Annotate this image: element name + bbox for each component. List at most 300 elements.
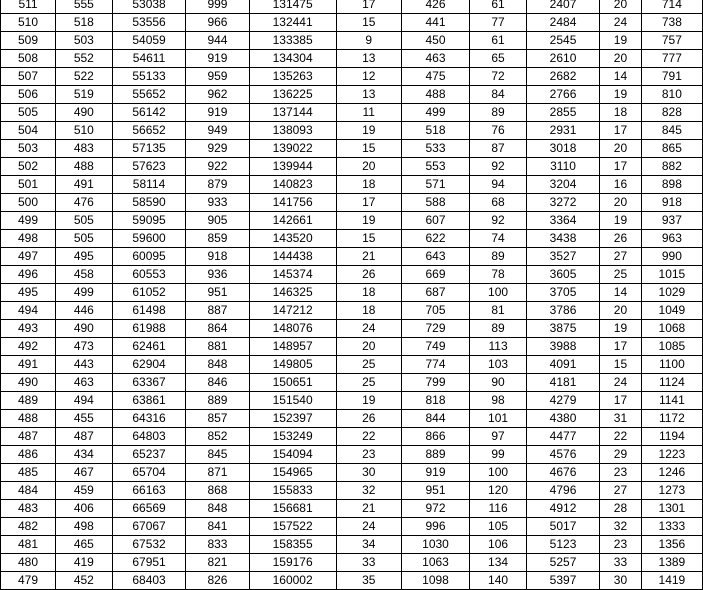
table-cell: 35 [336,572,401,590]
table-cell: 553 [401,158,469,176]
table-cell: 1015 [641,266,702,284]
table-cell: 15 [336,14,401,32]
table-cell: 144438 [249,248,336,266]
table-cell: 495 [1,284,56,302]
table-cell: 821 [186,554,249,572]
table-cell: 488 [1,410,56,428]
table-cell: 150651 [249,374,336,392]
table-cell: 61 [470,0,527,14]
table-cell: 922 [186,158,249,176]
table-cell: 149805 [249,356,336,374]
table-cell: 15 [336,140,401,158]
table-cell: 452 [56,572,113,590]
table-cell: 669 [401,266,469,284]
table-cell: 951 [401,482,469,500]
table-cell: 58590 [112,194,186,212]
table-cell: 1419 [641,572,702,590]
table-cell: 810 [641,86,702,104]
table-cell: 101 [470,410,527,428]
table-cell: 881 [186,338,249,356]
table-cell: 143520 [249,230,336,248]
table-row [1,266,703,284]
table-row [1,0,703,14]
table-cell: 929 [186,140,249,158]
table-row [1,410,703,428]
table-cell: 1223 [641,446,702,464]
table-cell: 55133 [112,68,186,86]
table-cell: 465 [56,536,113,554]
table-cell: 131475 [249,0,336,14]
table-cell: 113 [470,338,527,356]
table-cell: 136225 [249,86,336,104]
table-cell: 848 [186,356,249,374]
table-cell: 92 [470,158,527,176]
table-cell: 81 [470,302,527,320]
table-cell: 463 [56,374,113,392]
table-cell: 479 [1,572,56,590]
table-cell: 62904 [112,356,186,374]
table-cell: 25 [336,356,401,374]
table-cell: 22 [336,428,401,446]
table-row [1,104,703,122]
table-row [1,68,703,86]
table-cell: 159176 [249,554,336,572]
table-cell: 20 [600,302,642,320]
table-cell: 848 [186,500,249,518]
table-cell: 864 [186,320,249,338]
table-cell: 933 [186,194,249,212]
table-cell: 738 [641,14,702,32]
table-cell: 505 [1,104,56,122]
table-cell: 845 [641,122,702,140]
table-cell: 160002 [249,572,336,590]
table-cell: 19 [600,86,642,104]
table-cell: 441 [401,14,469,32]
table-cell: 23 [336,446,401,464]
table-cell: 20 [600,194,642,212]
table-cell: 791 [641,68,702,86]
table-cell: 61052 [112,284,186,302]
table-cell: 25 [336,374,401,392]
table-cell: 155833 [249,482,336,500]
table-cell: 2766 [526,86,599,104]
table-cell: 19 [600,32,642,50]
table-cell: 18 [336,302,401,320]
table-cell: 59600 [112,230,186,248]
table-row [1,392,703,410]
table-cell: 799 [401,374,469,392]
table-cell: 483 [56,140,113,158]
table-cell: 2484 [526,14,599,32]
table-cell: 844 [401,410,469,428]
table-cell: 426 [401,0,469,14]
table-cell: 455 [56,410,113,428]
table-cell: 54611 [112,50,186,68]
table-cell: 14 [600,284,642,302]
table-cell: 3438 [526,230,599,248]
table-cell: 145374 [249,266,336,284]
table-cell: 67532 [112,536,186,554]
table-cell: 3018 [526,140,599,158]
table-cell: 1246 [641,464,702,482]
table-row [1,446,703,464]
table-cell: 64803 [112,428,186,446]
table-cell: 17 [336,0,401,14]
table-cell: 905 [186,212,249,230]
table-cell: 76 [470,122,527,140]
table-cell: 473 [56,338,113,356]
table-cell: 1194 [641,428,702,446]
table-cell: 508 [1,50,56,68]
table-cell: 67951 [112,554,186,572]
table-row [1,176,703,194]
table-cell: 17 [600,122,642,140]
table-cell: 533 [401,140,469,158]
table-cell: 889 [401,446,469,464]
table-row [1,158,703,176]
table-cell: 23 [600,464,642,482]
table-cell: 26 [600,230,642,248]
table-cell: 9 [336,32,401,50]
table-row [1,122,703,140]
table-cell: 1068 [641,320,702,338]
table-cell: 139022 [249,140,336,158]
table-row [1,50,703,68]
table-cell: 841 [186,518,249,536]
table-cell: 134 [470,554,527,572]
table-cell: 11 [336,104,401,122]
table-cell: 105 [470,518,527,536]
table-cell: 480 [1,554,56,572]
table-cell: 24 [336,320,401,338]
table-cell: 90 [470,374,527,392]
table-cell: 19 [600,320,642,338]
table-cell: 868 [186,482,249,500]
table-cell: 138093 [249,122,336,140]
table-cell: 68403 [112,572,186,590]
table-cell: 496 [1,266,56,284]
table-cell: 32 [336,482,401,500]
table-cell: 61988 [112,320,186,338]
table-cell: 966 [186,14,249,32]
table-cell: 705 [401,302,469,320]
table-cell: 777 [641,50,702,68]
table-cell: 23 [600,536,642,554]
table-cell: 154965 [249,464,336,482]
table-cell: 3364 [526,212,599,230]
table-cell: 21 [336,500,401,518]
table-cell: 504 [1,122,56,140]
table-cell: 1356 [641,536,702,554]
table-cell: 116 [470,500,527,518]
table-cell: 505 [56,212,113,230]
table-cell: 53556 [112,14,186,32]
table-cell: 34 [336,536,401,554]
table-cell: 57135 [112,140,186,158]
table-cell: 419 [56,554,113,572]
table-cell: 1389 [641,554,702,572]
table-cell: 94 [470,176,527,194]
table-cell: 990 [641,248,702,266]
table-cell: 552 [56,50,113,68]
table-cell: 4181 [526,374,599,392]
table-cell: 61498 [112,302,186,320]
table-cell: 146325 [249,284,336,302]
table-cell: 1030 [401,536,469,554]
table-cell: 866 [401,428,469,446]
table-cell: 1172 [641,410,702,428]
table-cell: 571 [401,176,469,194]
table-cell: 151540 [249,392,336,410]
table-cell: 147212 [249,302,336,320]
table-cell: 846 [186,374,249,392]
table-cell: 487 [56,428,113,446]
table-cell: 1141 [641,392,702,410]
table-cell: 959 [186,68,249,86]
table-cell: 2407 [526,0,599,14]
table-cell: 20 [336,338,401,356]
table-cell: 494 [1,302,56,320]
table-cell: 2931 [526,122,599,140]
table-cell: 607 [401,212,469,230]
table-cell: 31 [600,410,642,428]
table-cell: 33 [336,554,401,572]
table-cell: 937 [641,212,702,230]
table-cell: 20 [600,140,642,158]
table-cell: 4091 [526,356,599,374]
table-cell: 100 [470,464,527,482]
table-cell: 643 [401,248,469,266]
table-cell: 135263 [249,68,336,86]
table-cell: 555 [56,0,113,14]
table-row [1,374,703,392]
table-cell: 1098 [401,572,469,590]
table-cell: 30 [336,464,401,482]
table-row [1,428,703,446]
table-cell: 495 [56,248,113,266]
table-cell: 3875 [526,320,599,338]
table-cell: 459 [56,482,113,500]
table-cell: 84 [470,86,527,104]
table-cell: 486 [1,446,56,464]
table-cell: 1333 [641,518,702,536]
table-row [1,464,703,482]
table-cell: 749 [401,338,469,356]
table-cell: 19 [336,122,401,140]
table-cell: 3110 [526,158,599,176]
table-cell: 24 [600,14,642,32]
table-cell: 27 [600,482,642,500]
table-cell: 818 [401,392,469,410]
table-cell: 498 [1,230,56,248]
table-cell: 482 [1,518,56,536]
table-cell: 17 [600,392,642,410]
table-cell: 2610 [526,50,599,68]
table-cell: 845 [186,446,249,464]
table-cell: 518 [56,14,113,32]
table-cell: 1049 [641,302,702,320]
table-cell: 20 [336,158,401,176]
table-cell: 63367 [112,374,186,392]
table-row [1,212,703,230]
table-cell: 1100 [641,356,702,374]
table-cell: 22 [600,428,642,446]
table-row [1,302,703,320]
table-cell: 936 [186,266,249,284]
table-cell: 32 [600,518,642,536]
table-cell: 503 [1,140,56,158]
table-cell: 30 [600,572,642,590]
table-cell: 15 [600,356,642,374]
table-cell: 17 [336,194,401,212]
table-cell: 19 [336,212,401,230]
table-cell: 77 [470,14,527,32]
table-cell: 14 [600,68,642,86]
table-cell: 3988 [526,338,599,356]
table-cell: 13 [336,86,401,104]
table-cell: 510 [56,122,113,140]
table-cell: 133385 [249,32,336,50]
table-cell: 87 [470,140,527,158]
table-cell: 19 [336,392,401,410]
table-cell: 55652 [112,86,186,104]
table-cell: 89 [470,320,527,338]
table-cell: 100 [470,284,527,302]
table-cell: 20 [600,0,642,14]
table-cell: 898 [641,176,702,194]
table-cell: 919 [186,104,249,122]
table-cell: 60095 [112,248,186,266]
table-cell: 139944 [249,158,336,176]
table-cell: 65704 [112,464,186,482]
table-cell: 148957 [249,338,336,356]
table-cell: 879 [186,176,249,194]
table-cell: 501 [1,176,56,194]
table-cell: 972 [401,500,469,518]
table-cell: 134304 [249,50,336,68]
table-cell: 826 [186,572,249,590]
table-cell: 140 [470,572,527,590]
table-body [1,0,703,590]
table-cell: 857 [186,410,249,428]
table-cell: 72 [470,68,527,86]
table-cell: 5257 [526,554,599,572]
table-row [1,86,703,104]
table-cell: 493 [1,320,56,338]
table-cell: 17 [600,158,642,176]
table-cell: 12 [336,68,401,86]
table-cell: 24 [600,374,642,392]
table-cell: 490 [56,320,113,338]
table-cell: 2855 [526,104,599,122]
table-row [1,356,703,374]
table-row [1,518,703,536]
table-cell: 60553 [112,266,186,284]
table-cell: 28 [600,500,642,518]
table-cell: 687 [401,284,469,302]
table-row [1,320,703,338]
table-cell: 949 [186,122,249,140]
table-cell: 481 [1,536,56,554]
table-cell: 488 [401,86,469,104]
table-cell: 15 [336,230,401,248]
table-cell: 1124 [641,374,702,392]
table-cell: 19 [600,212,642,230]
table-cell: 494 [56,392,113,410]
table-cell: 491 [56,176,113,194]
table-cell: 488 [56,158,113,176]
table-cell: 152397 [249,410,336,428]
table-cell: 502 [1,158,56,176]
table-cell: 4380 [526,410,599,428]
table-cell: 522 [56,68,113,86]
table-row [1,284,703,302]
table-cell: 882 [641,158,702,176]
table-cell: 1029 [641,284,702,302]
table-cell: 519 [56,86,113,104]
table-cell: 446 [56,302,113,320]
table-cell: 475 [401,68,469,86]
table-row [1,482,703,500]
table-cell: 859 [186,230,249,248]
table-cell: 17 [600,338,642,356]
table-row [1,248,703,266]
table-cell: 97 [470,428,527,446]
table-row [1,338,703,356]
table-cell: 59095 [112,212,186,230]
table-cell: 622 [401,230,469,248]
table-cell: 714 [641,0,702,14]
table-cell: 918 [641,194,702,212]
table-cell: 503 [56,32,113,50]
table-cell: 5017 [526,518,599,536]
table-cell: 918 [186,248,249,266]
table-cell: 999 [186,0,249,14]
table-row [1,14,703,32]
table-cell: 62461 [112,338,186,356]
table-cell: 944 [186,32,249,50]
table-cell: 58114 [112,176,186,194]
table-cell: 490 [1,374,56,392]
table-cell: 25 [600,266,642,284]
table-cell: 132441 [249,14,336,32]
table-cell: 492 [1,338,56,356]
table-cell: 54059 [112,32,186,50]
table-cell: 18 [600,104,642,122]
table-cell: 406 [56,500,113,518]
table-cell: 729 [401,320,469,338]
table-cell: 56652 [112,122,186,140]
table-cell: 142661 [249,212,336,230]
table-cell: 3272 [526,194,599,212]
table-cell: 29 [600,446,642,464]
table-cell: 865 [641,140,702,158]
table-cell: 852 [186,428,249,446]
table-cell: 156681 [249,500,336,518]
table-cell: 26 [336,266,401,284]
table-cell: 157522 [249,518,336,536]
table-cell: 4576 [526,446,599,464]
table-cell: 458 [56,266,113,284]
table-cell: 148076 [249,320,336,338]
table-cell: 18 [336,284,401,302]
table-cell: 27 [600,248,642,266]
table-cell: 510 [1,14,56,32]
table-cell: 137144 [249,104,336,122]
table-cell: 21 [336,248,401,266]
table-cell: 505 [56,230,113,248]
table-cell: 962 [186,86,249,104]
